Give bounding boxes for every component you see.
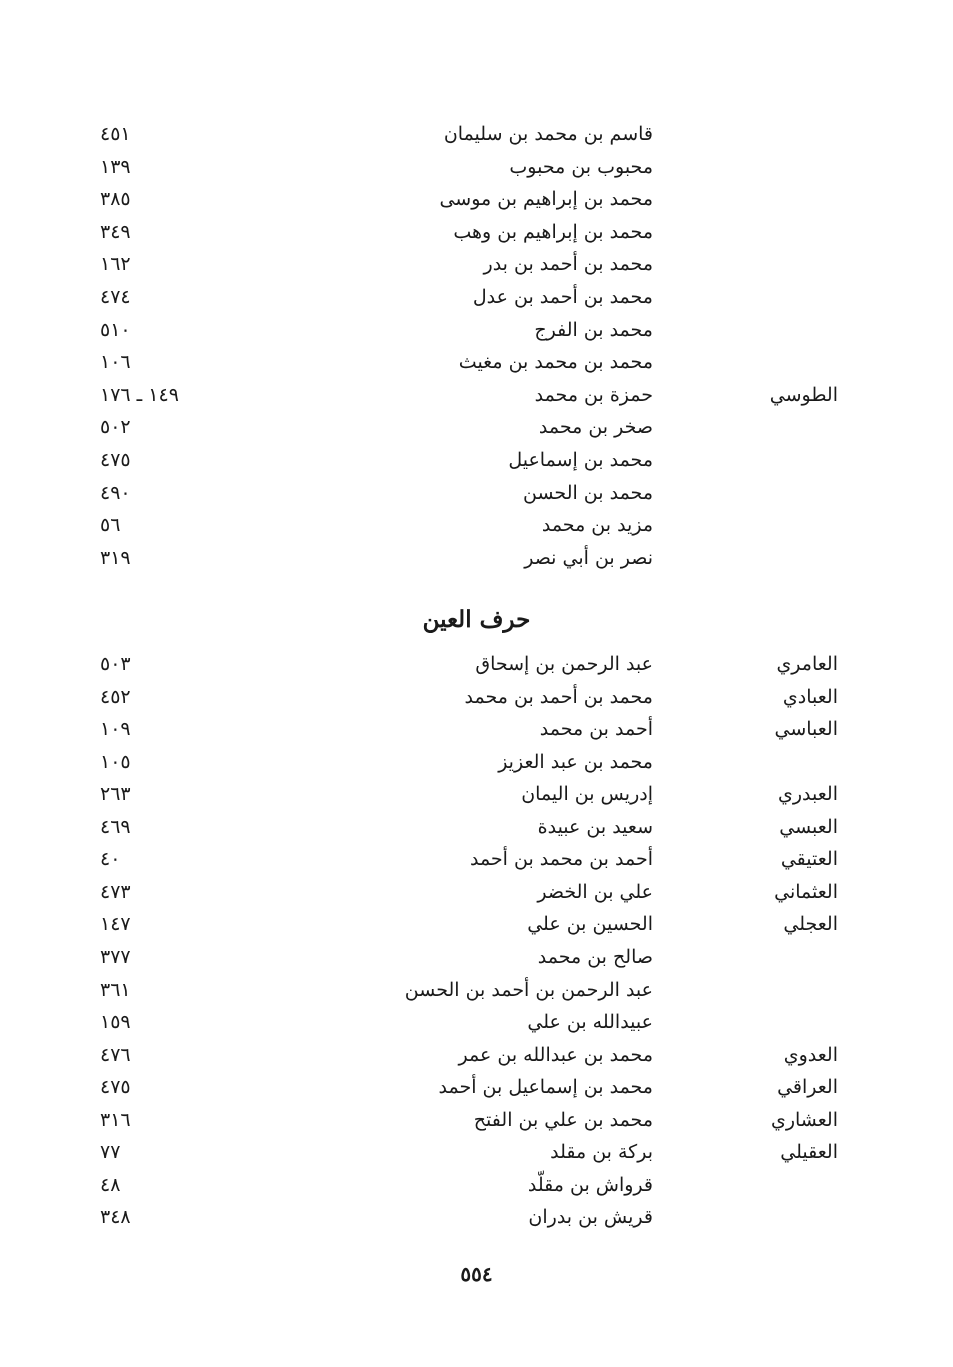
entry-nisba: الطوسي	[769, 383, 838, 406]
entry-page-ref: ٤٧٦	[100, 1043, 131, 1066]
index-entry	[0, 811, 953, 843]
entry-name: أحمد بن محمد	[539, 718, 653, 741]
entry-page-ref: ٤٠	[100, 848, 121, 871]
entry-nisba	[638, 411, 838, 443]
entry-name: الحسين بن علي	[527, 913, 653, 936]
index-entry	[0, 346, 953, 378]
entry-page-ref: ١٦٢	[100, 253, 131, 276]
index-entry	[0, 941, 953, 973]
index-entry	[0, 477, 953, 509]
entry-name: صخر بن محمد	[538, 416, 653, 439]
entry-page-ref: ١٠٩	[100, 718, 131, 741]
entry-page-ref: ٥٦	[100, 514, 121, 537]
entry-page-ref: ٤٧٣	[100, 880, 131, 903]
entry-name: بركة بن مقلد	[550, 1141, 653, 1164]
entry-page-ref: ١٠٦	[100, 351, 131, 374]
entry-page-ref: ٤٥١	[100, 123, 131, 145]
entry-name: محمد بن عبد العزيز	[498, 750, 653, 773]
entry-name: إدريس بن اليمان	[521, 783, 653, 806]
entry-nisba	[638, 248, 838, 280]
entry-name: محمد بن محمد بن مغيث	[458, 351, 653, 374]
entry-page-ref: ٣٤٩	[100, 220, 131, 243]
entry-page-ref: ٥٠٢	[100, 416, 131, 439]
index-entry	[0, 778, 953, 810]
index-entry	[0, 1006, 953, 1038]
index-entry	[0, 248, 953, 280]
entry-name: حمزة بن محمد	[534, 383, 653, 406]
entry-page-ref: ١٤٧	[100, 913, 131, 936]
entry-page-ref: ٤٧٤	[100, 286, 131, 308]
entry-page-ref: ٤٧٥	[100, 1076, 131, 1099]
entry-nisba	[638, 542, 838, 574]
index-entry	[0, 648, 953, 680]
index-entry	[0, 746, 953, 778]
entry-nisba: العدوي	[783, 1043, 838, 1066]
index-entry	[0, 183, 953, 215]
entry-nisba: العراقي	[777, 1076, 838, 1099]
entry-name: صالح بن محمد	[537, 945, 653, 968]
index-entry	[0, 314, 953, 346]
index-entry	[0, 1039, 953, 1071]
entry-nisba	[638, 941, 838, 973]
entry-page-ref: ٣٦١	[100, 978, 131, 1001]
entry-name: محمد بن علي بن الفتح	[473, 1108, 653, 1131]
entry-nisba: العبادي	[782, 685, 838, 708]
entry-page-ref: ١٥٩	[100, 1011, 131, 1034]
entry-nisba	[638, 509, 838, 541]
index-entry	[0, 681, 953, 713]
entry-nisba	[638, 118, 838, 150]
index-entry	[0, 1104, 953, 1136]
entry-nisba: العثماني	[774, 880, 838, 903]
index-entry	[0, 444, 953, 476]
index-entry	[0, 1201, 953, 1233]
entry-nisba	[638, 444, 838, 476]
index-entry	[0, 281, 953, 313]
entry-name: علي بن الخضر	[537, 880, 653, 903]
index-entry	[0, 1136, 953, 1168]
entry-page-ref: ٤٥٢	[100, 685, 131, 708]
page-number: ٥٥٤	[460, 1262, 493, 1286]
index-entry	[0, 1071, 953, 1103]
entry-name: محمد بن أحمد بن محمد	[464, 685, 653, 708]
index-entry	[0, 713, 953, 745]
entry-page-ref: ٣١٦	[100, 1108, 131, 1131]
entry-nisba	[638, 216, 838, 248]
entry-page-ref: ٥٠٣	[100, 653, 131, 675]
index-entry	[0, 411, 953, 443]
entry-page-ref: ١٠٥	[100, 750, 131, 773]
index-entry	[0, 1169, 953, 1201]
entry-page-ref: ١٣٩	[100, 155, 131, 178]
entry-nisba: العبسي	[779, 815, 838, 838]
entry-nisba: العجلي	[783, 913, 838, 936]
entry-name: قريش بن بدران	[528, 1206, 653, 1229]
index-entry	[0, 216, 953, 248]
entry-name: محمد بن أحمد بن بدر	[483, 253, 653, 276]
index-entry	[0, 509, 953, 541]
entry-name: سعيد بن عبيدة	[537, 815, 653, 838]
index-entry	[0, 974, 953, 1006]
entry-page-ref: ٤٧٥	[100, 449, 131, 471]
entry-page-ref: ٢٦٣	[100, 783, 131, 806]
entry-name: عبد الرحمن بن أحمد بن الحسن	[404, 978, 653, 1001]
entry-page-ref: ٣١٩	[100, 546, 131, 569]
entry-page-ref: ٤٨	[100, 1173, 121, 1196]
entry-page-ref: ٣٤٨	[100, 1206, 131, 1229]
entry-name: محمد بن عبدالله بن عمر	[458, 1043, 653, 1066]
entry-name: محمد بن إسماعيل بن أحمد	[438, 1076, 653, 1099]
entry-nisba: العبدري	[778, 783, 838, 806]
entry-nisba	[638, 346, 838, 378]
entry-name: أحمد بن محمد بن أحمد	[469, 848, 653, 871]
entry-name: محمد بن إسماعيل	[508, 449, 653, 471]
entry-page-ref: ١٤٩ ـ ١٧٦	[100, 383, 179, 406]
entry-page-ref: ٣٨٥	[100, 188, 131, 211]
entry-nisba	[638, 1201, 838, 1233]
entry-nisba	[638, 314, 838, 346]
entry-nisba	[638, 746, 838, 778]
entry-nisba: العباسي	[774, 718, 838, 741]
section-heading-letter-ayn: حرف العين	[422, 606, 531, 633]
index-entry	[0, 542, 953, 574]
index-entry	[0, 151, 953, 183]
entry-name: محبوب بن محبوب	[509, 155, 653, 178]
index-entry	[0, 843, 953, 875]
entry-nisba	[638, 281, 838, 313]
entry-name: محمد بن إبراهيم بن موسى	[439, 188, 653, 211]
entry-nisba: العقيلي	[780, 1141, 838, 1164]
entry-name: محمد بن أحمد بن عدل	[472, 286, 653, 308]
index-entry	[0, 876, 953, 908]
index-entry	[0, 908, 953, 940]
entry-nisba: العشاري	[770, 1108, 838, 1131]
entry-page-ref: ٧٧	[100, 1141, 121, 1164]
entry-nisba	[638, 974, 838, 1006]
entry-nisba: العامري	[776, 653, 838, 675]
entry-name: محمد بن إبراهيم بن وهب	[453, 220, 653, 243]
index-entry	[0, 118, 953, 150]
index-entry	[0, 379, 953, 411]
entry-name: مزيد بن محمد	[541, 514, 653, 537]
entry-nisba: العتيقي	[780, 848, 838, 871]
entry-page-ref: ٣٧٧	[100, 945, 131, 968]
entry-nisba	[638, 1006, 838, 1038]
entry-name: محمد بن الفرج	[534, 318, 653, 341]
entry-page-ref: ٤٩٠	[100, 481, 131, 504]
entry-page-ref: ٤٦٩	[100, 815, 131, 838]
entry-name: نصر بن أبي نصر	[524, 546, 653, 569]
entry-nisba	[638, 477, 838, 509]
entry-name: عبد الرحمن بن إسحاق	[475, 653, 653, 675]
entry-name: عبيدالله بن علي	[527, 1011, 653, 1034]
entry-name: قاسم بن محمد بن سليمان	[443, 123, 653, 145]
entry-page-ref: ٥١٠	[100, 318, 131, 341]
entry-nisba	[638, 1169, 838, 1201]
entry-nisba	[638, 183, 838, 215]
entry-name: محمد بن الحسن	[523, 481, 653, 504]
entry-name: قرواش بن مقلّد	[527, 1173, 653, 1196]
entry-nisba	[638, 151, 838, 183]
